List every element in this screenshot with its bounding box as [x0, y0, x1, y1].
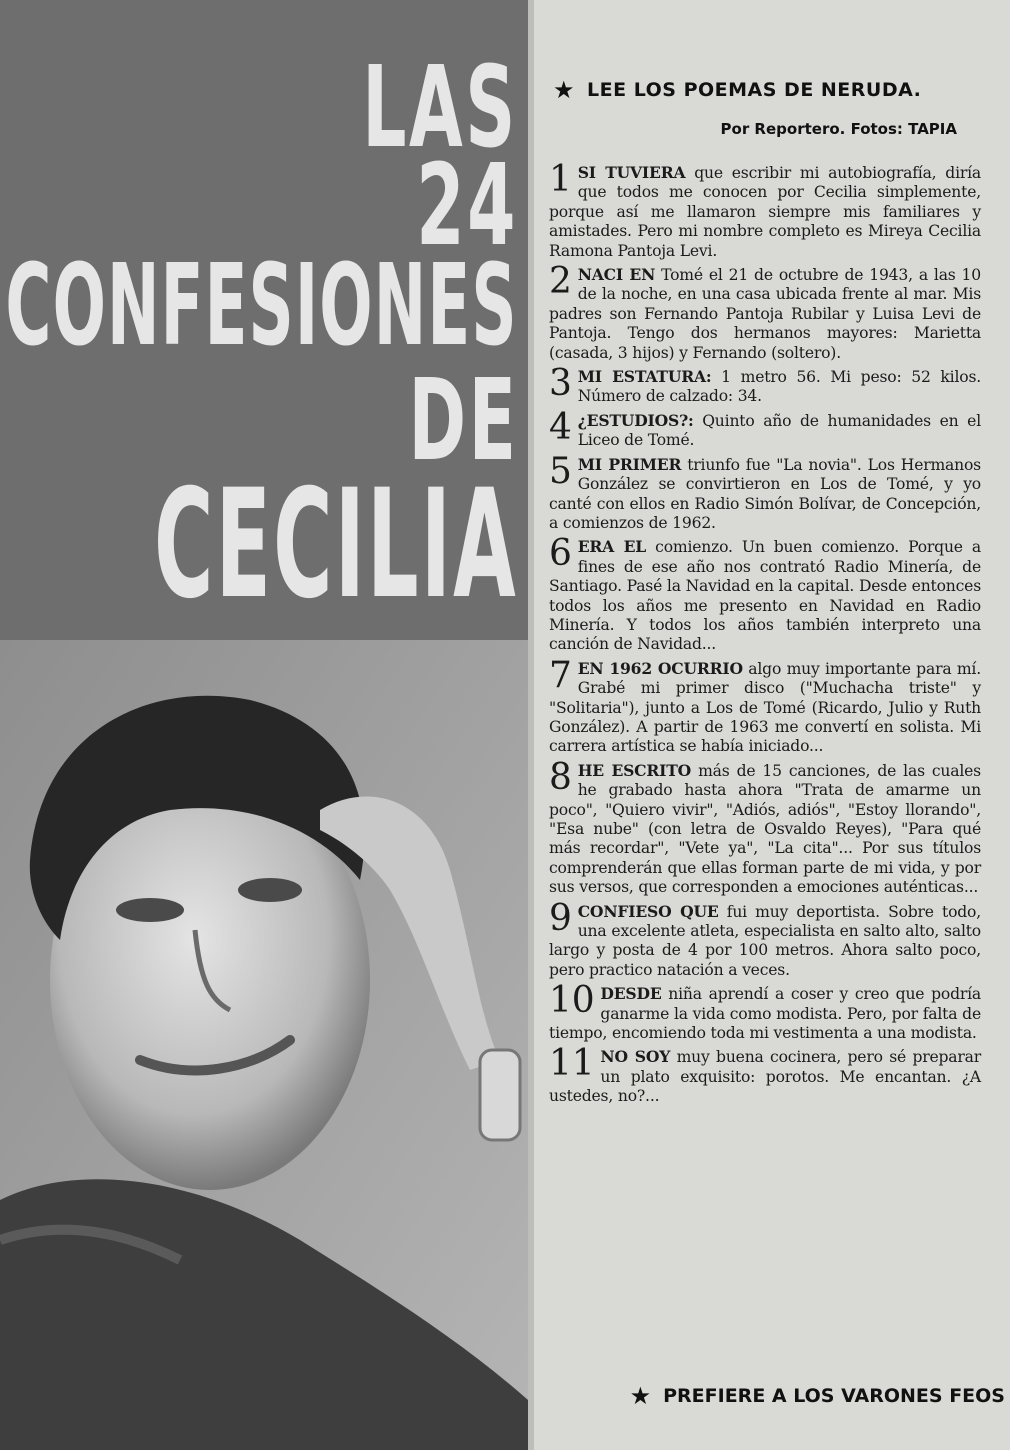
confession-number: 3	[549, 363, 572, 405]
confession-text: Quinto año de humanidades en el Liceo de Tomé.	[577, 411, 981, 450]
confession-text: comienzo. Un buen comienzo. Porque a fines de ese año nos contrató Radio Minería, de Santiago. Pasé la Navidad en la capital. Desde entonces todos los años me presento en Navidad en Radio Minería. Y todos los años también interpreto una canción de Navidad...	[549, 538, 982, 654]
page-spine	[528, 0, 534, 1450]
confession-number: 4	[549, 406, 572, 448]
byline: Por Reportero. Fotos: TAPIA	[720, 120, 957, 138]
confession-number: 5	[549, 450, 572, 492]
title-panel	[0, 0, 528, 640]
confession-10	[549, 980, 981, 1043]
confession-lead: CONFIESO QUE	[577, 901, 719, 921]
confession-number: 10	[549, 980, 595, 1022]
right-eye	[238, 878, 302, 902]
top-kicker	[553, 76, 921, 104]
confession-3	[549, 363, 981, 407]
confession-text: triunfo fue "La novia". Los Hermanos González se convirtieron en Los de Tomé, y yo canté con ellos en Radio Simón Bolívar, de Concepción, a comienzos de 1962.	[549, 455, 981, 532]
wristwatch	[480, 1050, 520, 1140]
confession-text: algo muy importante para mí. Grabé mi primer disco ("Muchacha triste" y "Solitaria"), junto a Los de Tomé (Ricardo, Julio y Ruth González). A partir de 1963 me convertí en solista. Mi carrera artística se había iniciado...	[549, 659, 981, 756]
confession-7	[549, 654, 981, 757]
confession-lead: NO SOY	[600, 1047, 671, 1067]
confession-lead: MI ESTATURA:	[577, 367, 712, 387]
confession-lead: ¿ESTUDIOS?:	[577, 410, 694, 430]
confession-text: niña aprendí a coser y creo que podría ganarme la vida como modista. Pero, por falta de tiempo, encomiendo toda mi vestimenta a una modista.	[549, 985, 981, 1043]
title-line-1: LAS	[362, 43, 518, 173]
confession-number: 6	[549, 533, 572, 575]
confession-1	[549, 159, 982, 261]
confession-6	[549, 533, 982, 654]
title-line-5: CECILIA	[154, 458, 518, 632]
confession-11	[549, 1043, 981, 1106]
confession-text: muy buena cocinera, pero sé preparar un plato exquisito: porotos. Me encantan. ¿A ustedes, no?...	[549, 1048, 981, 1106]
confession-lead: ERA EL	[577, 537, 647, 557]
confession-text: más de 15 canciones, de las cuales he grabado hasta ahora "Trata de amarme un poco", "Quiero vivir", "Adiós, adiós", "Estoy llorando", "Esa nube" (con letra de Osvaldo Reyes), "Para qué más recordar", "Vete ya", "La cita"... Por sus títulos comprenderán que ellas forman parte de mi vida, y por sus versos, que corresponden a emociones auténticas...	[549, 761, 981, 897]
confession-lead: EN 1962 OCURRIO	[577, 658, 743, 678]
portrait-photo	[0, 640, 528, 1450]
confession-lead: DESDE	[600, 984, 662, 1004]
confession-text: que escribir mi autobiografía, diría que todos me conocen por Cecilia simplemente, porque así me llamaron siempre mis familiares y amistades. Pero mi nombre completo es Mireya Cecilia Ramona Pantoja Levi.	[549, 164, 982, 260]
confession-number: 2	[549, 261, 572, 303]
confession-lead: SI TUVIERA	[577, 163, 686, 182]
bottom-kicker-text: PREFIERE A LOS VARONES FEOS	[663, 1385, 1005, 1407]
confession-2	[549, 261, 981, 363]
confession-9	[549, 897, 981, 981]
confession-8	[549, 756, 981, 898]
title-line-4: DE	[407, 356, 518, 486]
star-icon: ★	[629, 1382, 652, 1410]
confession-number: 7	[549, 654, 572, 696]
confession-4	[549, 406, 981, 451]
star-icon: ★	[553, 76, 576, 104]
confession-text: Tomé el 21 de octubre de 1943, a las 10 de la noche, en una casa ubicada frente al mar. Mis padres son Fernando Pantoja Rubilar y Luisa Levi de Pantoja. Tengo dos hermanos mayores: Marietta (casada, 3 hijos) y Fernando (soltero).	[549, 266, 981, 362]
title-line-2: 24	[416, 141, 518, 271]
confession-number: 9	[549, 897, 572, 939]
article-column	[545, 0, 1005, 1450]
confessions-list	[549, 159, 982, 1111]
confession-lead: NACI EN	[577, 265, 656, 285]
title-line-3: CONFESIONES	[5, 241, 518, 371]
top-kicker-text: LEE LOS POEMAS DE NERUDA.	[587, 79, 922, 101]
confession-lead: MI PRIMER	[577, 454, 682, 474]
confession-number: 11	[549, 1043, 595, 1085]
left-eye	[116, 898, 184, 922]
confession-text: fui muy deportista. Sobre todo, una excelente atleta, especialista en salto alto, salto largo y posta de 4 por 100 metros. Ahora salto poco, pero practico natación a veces.	[549, 902, 981, 979]
confession-number: 1	[549, 159, 572, 200]
confession-text: 1 metro 56. Mi peso: 52 kilos. Número de calzado: 34.	[577, 368, 981, 406]
portrait-illustration	[0, 640, 528, 1450]
confession-lead: HE ESCRITO	[577, 760, 692, 780]
bottom-kicker	[630, 1382, 1005, 1410]
confession-5	[549, 450, 981, 534]
confession-number: 8	[549, 756, 572, 798]
